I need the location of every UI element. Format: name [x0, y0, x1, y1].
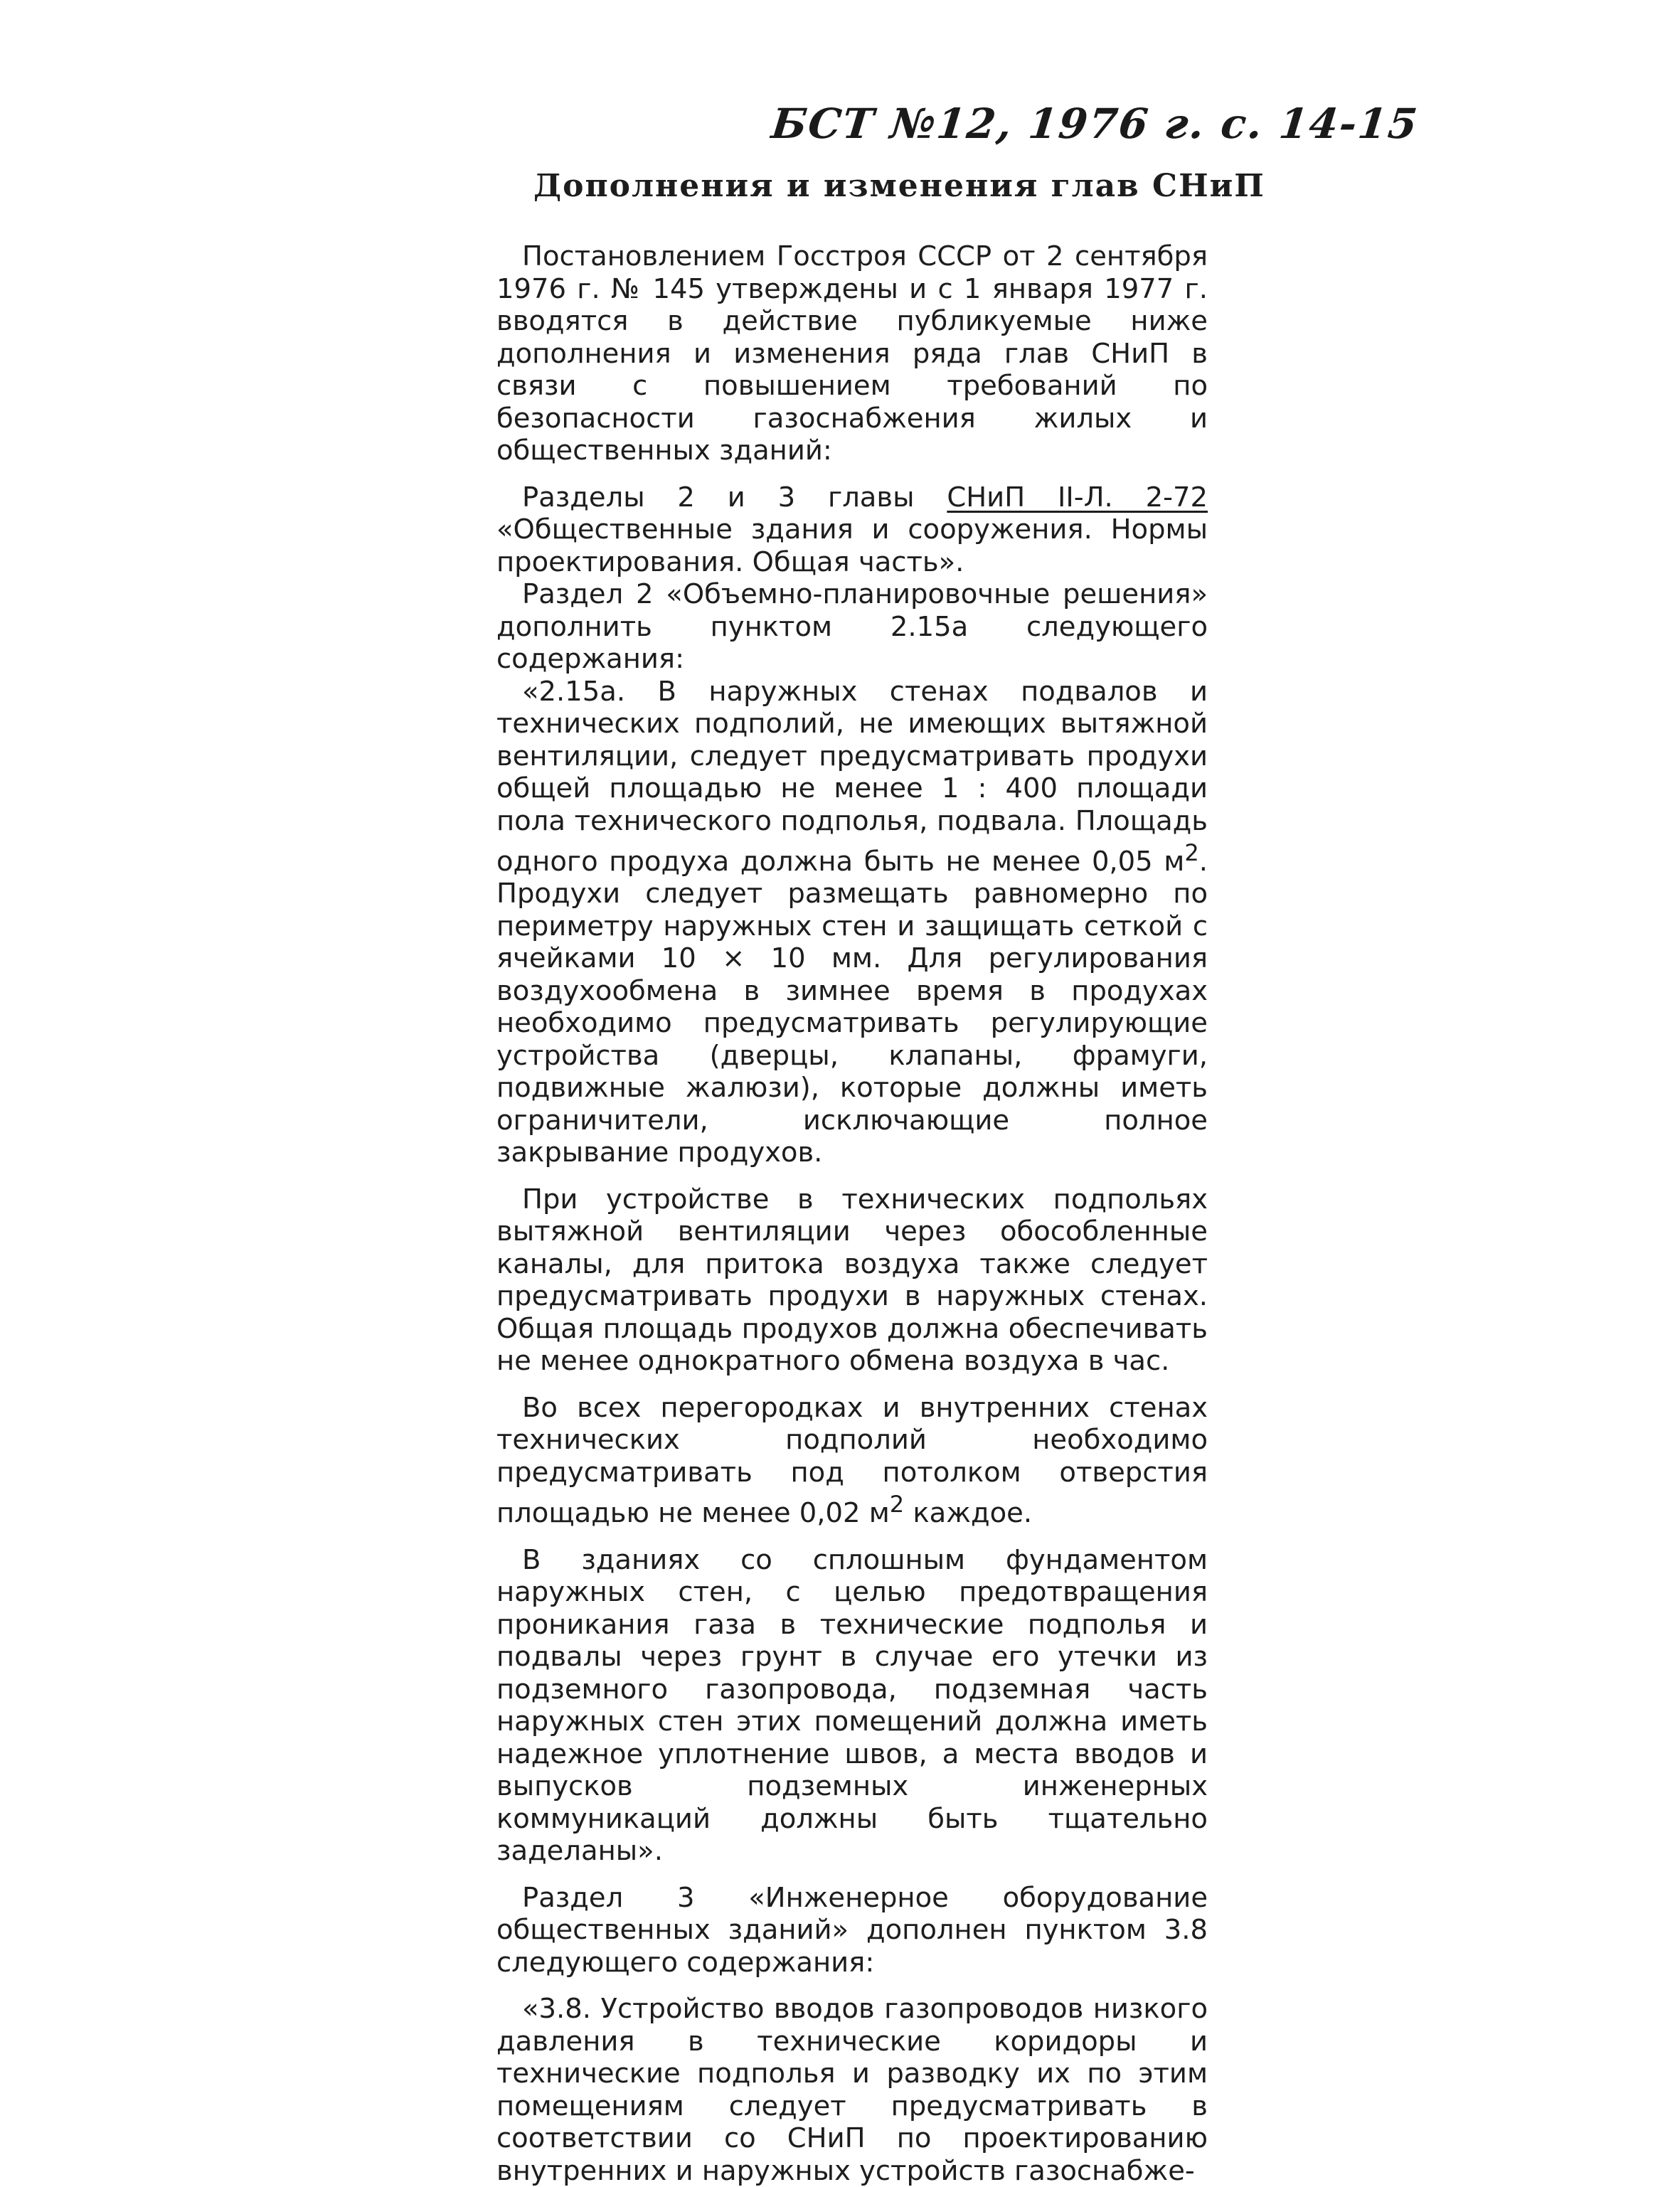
text-run: Разделы 2 и 3 главы	[522, 481, 947, 514]
paragraph-sections	[496, 481, 1208, 579]
paragraph-exhaust-ventilation: При устройстве в технических подпольях вытяжной вентиляции через обособленные каналы, для притока воздуха также следует предусматривать продухи в наружных стенах. Общая площадь продухов должна обеспечивать не менее однократного обмена воздуха в час.	[496, 1183, 1208, 1378]
text-run: Во всех перегородках и внутренних стенах технических подполий необходимо предусматривать под потолком отверстия площадью не менее 0,02 м	[496, 1391, 1208, 1530]
text-column	[496, 240, 1208, 2187]
snip-reference: СНиП II-Л. 2-72	[947, 481, 1208, 514]
paragraph-clause-2-15a	[496, 676, 1208, 1169]
handwritten-reference-note: БСТ №12, 1976 г. с. 14-15	[769, 100, 1421, 148]
paragraph-section-3: Раздел 3 «Инженерное оборудование общественных зданий» дополнен пунктом 3.8 следующего содержания:	[496, 1881, 1208, 1979]
text-run: «2.15а. В наружных стенах подвалов и технических подполий, не имеющих вытяжной вентиляции, следует предусматривать продухи общей площадью не менее 1 : 400 площади пола технического подполья, подвала. Площадь одного продуха должна быть не менее 0,05 м	[496, 675, 1208, 878]
superscript: 2	[889, 1491, 905, 1518]
text-run: . Продухи следует размещать равномерно по периметру наружных стен и защищать сеткой с ячейками 10 × 10 мм. Для регулирования воздухообмена в зимнее время в продухах необходимо предусматривать регулирующие устройства (дверцы, клапаны, фрамуги, подвижные жалюзи), которые должны иметь ограничители, исключающие полное закрывание продухов.	[496, 845, 1208, 1169]
paragraph-partitions	[496, 1392, 1208, 1530]
paragraph-clause-3-8: «3.8. Устройство вводов газопроводов низкого давления в технические коридоры и технические подполья и разводку их по этим помещениям следует предусматривать в соответствии со СНиП по проектированию внутренних и наружных устройств газоснабже-	[496, 1993, 1208, 2187]
paragraph-resolution: Постановлением Госстроя СССР от 2 сентября 1976 г. № 145 утверждены и с 1 января 1977 г. вводятся в действие публикуемые ниже дополнения и изменения ряда глав СНиП в связи с повышением требований по безопасности газоснабжения жилых и общественных зданий:	[496, 240, 1208, 467]
page-title: Дополнения и изменения глав СНиП	[533, 168, 1265, 204]
paragraph-section-2: Раздел 2 «Объемно-планировочные решения» дополнить пунктом 2.15а следующего содержания:	[496, 578, 1208, 675]
text-run: «Общественные здания и сооружения. Нормы проектирования. Общая часть».	[496, 514, 1208, 578]
paragraph-foundation: В зданиях со сплошным фундаментом наружных стен, с целью предотвращения проникания газа в технические подполья и подвалы через грунт в случае его утечки из подземного газопровода, подземная часть наружных стен этих помещений должна иметь надежное уплотнение швов, а места вводов и выпусков подземных инженерных коммуникаций должны быть тщательно заделаны».	[496, 1543, 1208, 1868]
text-run: каждое.	[904, 1497, 1033, 1530]
superscript: 2	[1184, 839, 1199, 866]
